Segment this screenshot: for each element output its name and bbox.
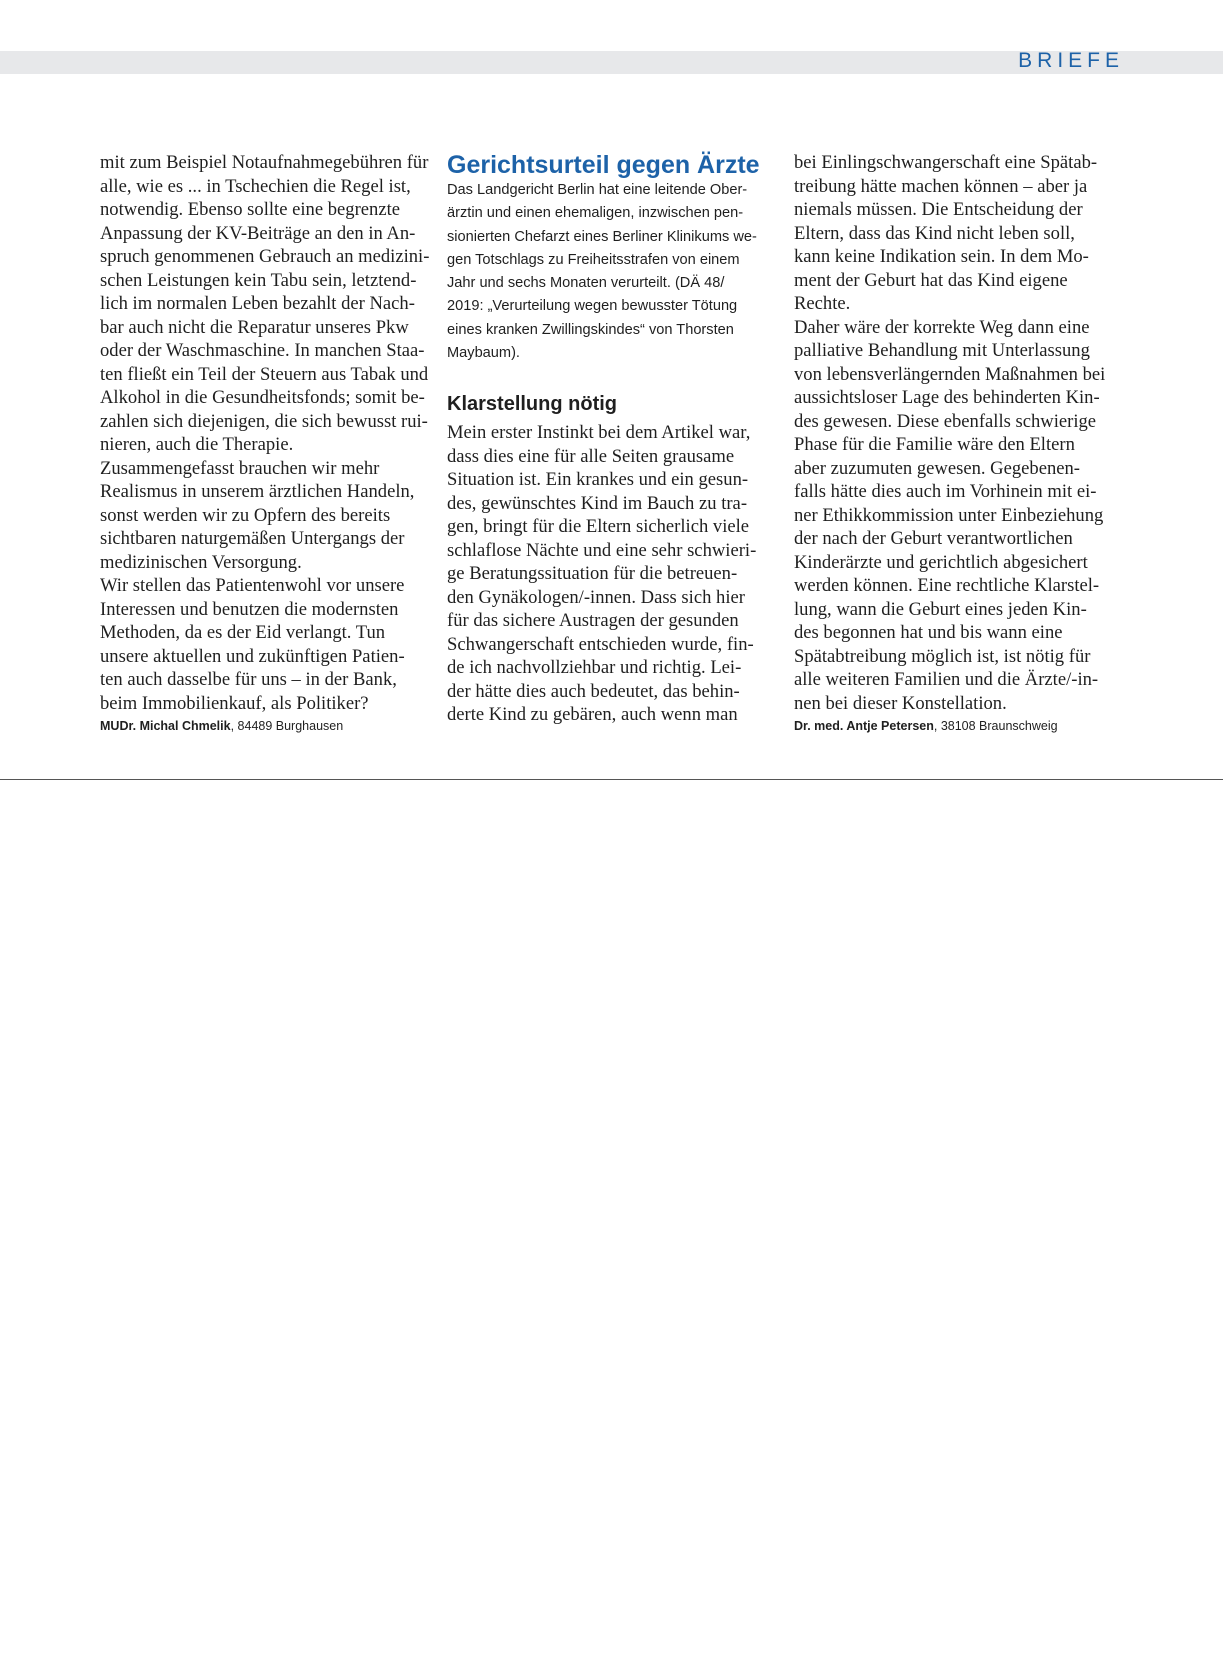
text-line: des gewesen. Diese ebenfalls schwierige [794,410,1097,432]
text-line: Maybaum). [447,345,520,362]
column-middle [447,151,779,727]
author-place: , 38108 Braunschweig [933,719,1058,733]
text-line: ärztin und einen ehemaligen, inzwischen pen- [447,205,744,222]
text-line: für das sichere Austragen der gesunden [447,610,739,632]
text-line: unsere aktuellen und zukünftigen Patien- [100,645,405,667]
text-line: ten auch dasselbe für uns – in der Bank, [100,669,397,690]
text-line: ge Beratungssituation für die betreuen- [447,563,738,585]
text-line: sionierten Chefarzt eines Berliner Klinikums we- [447,228,757,245]
text-line: des begonnen hat und bis wann eine [794,622,1063,643]
text-line: Interessen und benutzen die modernsten [100,598,399,620]
text-line: lung, wann die Geburt eines jeden Kin- [794,598,1087,620]
letter-subheading: Klarstellung nötig [447,393,617,416]
text-line: lich im normalen Leben bezahlt der Nach- [100,293,415,314]
text-line: gen, bringt für die Eltern sicherlich viele [447,516,750,538]
text-line: nen bei dieser Konstellation. [794,692,1007,714]
text-line: mit zum Beispiel Notaufnahmegebühren für [100,152,429,173]
text-line: de ich nachvollziehbar und richtig. Lei- [447,657,742,679]
text-line: dass dies eine für alle Seiten grausame [447,445,735,467]
text-line: schlaflose Nächte und eine sehr schwieri- [447,539,757,561]
text-line: alle weiteren Familien und die Ärzte/-in- [794,669,1099,690]
text-line: kann keine Indikation sein. In dem Mo- [794,246,1089,267]
text-line: ten fließt ein Teil der Steuern aus Tabak und [100,363,429,385]
text-line: medizinischen Versorgung. [100,551,302,573]
text-line: zahlen sich diejenigen, die sich bewusst rui- [100,410,428,432]
text-line: nieren, auch die Therapie. [100,434,294,455]
bottom-rule [0,779,1223,780]
text-line: treibung hätte machen können – aber ja [794,175,1088,197]
letter-body [100,151,433,715]
text-line: palliative Behandlung mit Unterlassung [794,340,1090,361]
text-line: Jahr und sechs Monaten verurteilt. (DÄ 48/ [447,275,725,292]
text-line: eines kranken Zwillingskindes“ von Thorsten [447,321,734,338]
letter-signature [794,718,1124,734]
text-line: beim Immobilienkauf, als Politiker? [100,692,369,714]
letter-body [447,421,779,727]
text-line: derte Kind zu gebären, auch wenn man [447,704,738,726]
text-line: sichtbaren naturgemäßen Untergangs der [100,528,405,549]
text-line: Methoden, da es der Eid verlangt. Tun [100,622,386,643]
text-line: den Gynäkologen/-innen. Dass sich hier [447,586,745,608]
article-intro [447,179,779,365]
text-line: Kinderärzte und gerichtlich abgesichert [794,551,1088,573]
text-line: Alkohol in die Gesundheitsfonds; somit be- [100,387,425,408]
text-line: Realismus in unserem ärztlichen Handeln, [100,481,415,502]
text-line: Wir stellen das Patientenwohl vor unsere [100,575,405,596]
column-left [100,151,433,734]
letter-signature [100,718,433,734]
text-line: bar auch nicht die Reparatur unseres Pkw [100,316,409,338]
text-line: aber zuzumuten gewesen. Gegebenen- [794,457,1080,479]
author-name: MUDr. Michal Chmelik [100,719,231,733]
text-line: falls hätte dies auch im Vorhinein mit ei- [794,481,1097,502]
text-line: Situation ist. Ein krankes und ein gesun- [447,469,749,491]
section-label: BRIEFE [1018,49,1124,72]
text-line: notwendig. Ebenso sollte eine begrenzte [100,199,400,220]
text-line: bei Einlingschwangerschaft eine Spätab- [794,152,1098,173]
text-line: spruch genommenen Gebrauch an medizini- [100,246,430,267]
text-line: werden können. Eine rechtliche Klarstel- [794,575,1100,596]
text-line: des, gewünschtes Kind im Bauch zu tra- [447,492,748,514]
text-line: Daher wäre der korrekte Weg dann eine [794,316,1090,338]
letter-body-continued [794,151,1124,715]
text-line: gen Totschlags zu Freiheitsstrafen von einem [447,251,740,268]
column-right [794,151,1124,734]
text-line: niemals müssen. Die Entscheidung der [794,199,1083,220]
text-line: von lebensverlängernden Maßnahmen bei [794,363,1106,385]
text-line: Rechte. [794,293,851,314]
text-line: Zusammengefasst brauchen wir mehr [100,457,380,479]
text-line: 2019: „Verurteilung wegen bewusster Tötung [447,298,738,315]
text-line: Phase für die Familie wäre den Eltern [794,434,1075,455]
text-line: sonst werden wir zu Opfern des bereits [100,504,391,526]
text-line: Das Landgericht Berlin hat eine leitende Ober- [447,182,748,198]
author-name: Dr. med. Antje Petersen [794,719,934,733]
text-line: der hätte dies auch bedeutet, das behin- [447,680,740,702]
text-line: aussichtsloser Lage des behinderten Kin- [794,387,1100,408]
text-line: ner Ethikkommission unter Einbeziehung [794,504,1104,526]
text-line: Schwangerschaft entschieden wurde, fin- [447,633,754,655]
text-line: Eltern, dass das Kind nicht leben soll, [794,222,1075,244]
text-line: Spätabtreibung möglich ist, ist nötig für [794,645,1091,667]
text-line: ment der Geburt hat das Kind eigene [794,269,1068,291]
text-line: oder der Waschmaschine. In manchen Staa- [100,340,425,361]
text-line: der nach der Geburt verantwortlichen [794,528,1073,549]
text-line: Mein erster Instinkt bei dem Artikel war, [447,422,751,444]
text-line: alle, wie es ... in Tschechien die Regel ist, [100,175,411,197]
text-line: Anpassung der KV-Beiträge an den in An- [100,222,416,244]
text-line: schen Leistungen kein Tabu sein, letztend- [100,269,417,291]
author-place: , 84489 Burghausen [230,719,344,733]
article-title: Gerichtsurteil gegen Ärzte [447,151,760,179]
